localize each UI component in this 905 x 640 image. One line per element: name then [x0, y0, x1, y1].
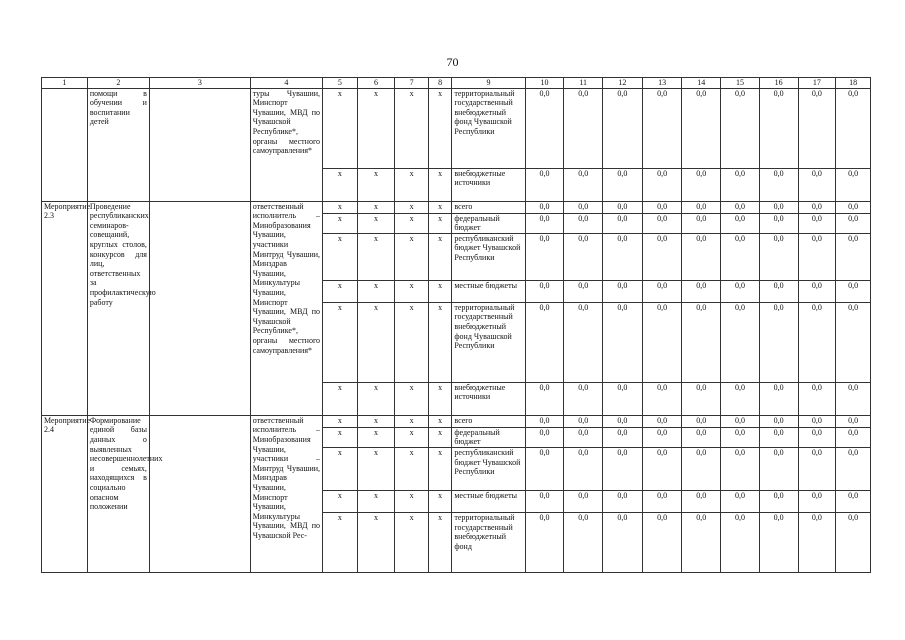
- amount-value: 0,0: [798, 280, 836, 302]
- executors: туры Чувашии, Минспорт Чувашии, МВД по Чувашской Республике*, органы местного самоуправления*: [250, 88, 322, 201]
- amount-value: 0,0: [759, 88, 798, 168]
- column-header-11: 11: [564, 78, 603, 89]
- amount-value: 0,0: [564, 88, 603, 168]
- amount-value: 0,0: [759, 213, 798, 233]
- code-mark: x: [428, 280, 451, 302]
- amount-value: 0,0: [525, 88, 564, 168]
- code-mark: x: [323, 233, 358, 280]
- amount-value: 0,0: [682, 427, 721, 447]
- code-mark: x: [395, 233, 429, 280]
- code-mark: x: [357, 427, 395, 447]
- amount-value: 0,0: [525, 447, 564, 490]
- amount-value: 0,0: [603, 382, 643, 415]
- amount-value: 0,0: [759, 280, 798, 302]
- program-cell: [149, 88, 250, 201]
- amount-value: 0,0: [642, 302, 682, 382]
- amount-value: 0,0: [836, 382, 871, 415]
- amount-value: 0,0: [642, 447, 682, 490]
- amount-value: 0,0: [836, 447, 871, 490]
- code-mark: x: [428, 233, 451, 280]
- amount-value: 0,0: [603, 427, 643, 447]
- amount-value: 0,0: [642, 213, 682, 233]
- program-cell: [149, 415, 250, 572]
- amount-value: 0,0: [525, 201, 564, 213]
- amount-value: 0,0: [798, 168, 836, 201]
- amount-value: 0,0: [682, 233, 721, 280]
- amount-value: 0,0: [642, 280, 682, 302]
- amount-value: 0,0: [564, 168, 603, 201]
- code-mark: x: [428, 382, 451, 415]
- event-number: [42, 88, 88, 201]
- code-mark: x: [428, 213, 451, 233]
- code-mark: x: [323, 512, 358, 572]
- code-mark: x: [357, 88, 395, 168]
- code-mark: x: [395, 490, 429, 512]
- column-header-16: 16: [759, 78, 798, 89]
- funding-source: территориальный государственный внебюджетный фонд: [452, 512, 525, 572]
- event-number: Мероприятие 2.4: [42, 415, 88, 572]
- amount-value: 0,0: [798, 415, 836, 427]
- code-mark: x: [357, 447, 395, 490]
- amount-value: 0,0: [564, 447, 603, 490]
- column-header-6: 6: [357, 78, 395, 89]
- code-mark: x: [357, 213, 395, 233]
- code-mark: x: [357, 512, 395, 572]
- code-mark: x: [428, 427, 451, 447]
- code-mark: x: [323, 280, 358, 302]
- amount-value: 0,0: [682, 213, 721, 233]
- amount-value: 0,0: [603, 280, 643, 302]
- code-mark: x: [428, 168, 451, 201]
- amount-value: 0,0: [836, 512, 871, 572]
- code-mark: x: [395, 512, 429, 572]
- amount-value: 0,0: [798, 302, 836, 382]
- funding-source: местные бюджеты: [452, 280, 525, 302]
- amount-value: 0,0: [836, 233, 871, 280]
- code-mark: x: [428, 490, 451, 512]
- code-mark: x: [395, 280, 429, 302]
- amount-value: 0,0: [603, 512, 643, 572]
- column-header-2: 2: [87, 78, 149, 89]
- amount-value: 0,0: [682, 447, 721, 490]
- code-mark: x: [428, 302, 451, 382]
- table-row: [42, 415, 871, 427]
- amount-value: 0,0: [682, 88, 721, 168]
- amount-value: 0,0: [564, 415, 603, 427]
- code-mark: x: [395, 201, 429, 213]
- column-header-10: 10: [525, 78, 564, 89]
- funding-source: территориальный государственный внебюджетный фонд Чувашской Республики: [452, 302, 525, 382]
- amount-value: 0,0: [682, 512, 721, 572]
- amount-value: 0,0: [564, 213, 603, 233]
- amount-value: 0,0: [603, 415, 643, 427]
- amount-value: 0,0: [525, 415, 564, 427]
- amount-value: 0,0: [642, 233, 682, 280]
- amount-value: 0,0: [564, 512, 603, 572]
- amount-value: 0,0: [525, 233, 564, 280]
- event-name: Формирование единой базы данных о выявленных несовершеннолетних и семьях, находящихся в социально опасном положении: [87, 415, 149, 572]
- amount-value: 0,0: [564, 490, 603, 512]
- column-header-5: 5: [323, 78, 358, 89]
- amount-value: 0,0: [682, 168, 721, 201]
- code-mark: x: [395, 213, 429, 233]
- amount-value: 0,0: [682, 490, 721, 512]
- amount-value: 0,0: [525, 382, 564, 415]
- amount-value: 0,0: [603, 302, 643, 382]
- column-header-17: 17: [798, 78, 836, 89]
- amount-value: 0,0: [721, 88, 760, 168]
- column-header-7: 7: [395, 78, 429, 89]
- amount-value: 0,0: [603, 201, 643, 213]
- code-mark: x: [395, 447, 429, 490]
- amount-value: 0,0: [759, 233, 798, 280]
- event-name: помощи в обучении и воспитании детей: [87, 88, 149, 201]
- amount-value: 0,0: [642, 490, 682, 512]
- amount-value: 0,0: [642, 201, 682, 213]
- executors: ответственный исполнитель – Минобразования Чувашии, участники Минтруд Чувашии, Минздрав Чувашии, Минкультуры Чувашии, Минспорт Чувашии, МВД по Чувашской Республике*, органы местного самоуправления*: [250, 201, 322, 415]
- funding-source: федеральный бюджет: [452, 213, 525, 233]
- amount-value: 0,0: [721, 490, 760, 512]
- amount-value: 0,0: [759, 302, 798, 382]
- amount-value: 0,0: [642, 88, 682, 168]
- event-name: Проведение республиканских семинаров-совещаний, круглых столов, конкурсов для лиц, ответственных за профилактическую работу: [87, 201, 149, 415]
- amount-value: 0,0: [721, 447, 760, 490]
- amount-value: 0,0: [603, 490, 643, 512]
- amount-value: 0,0: [836, 415, 871, 427]
- code-mark: x: [428, 88, 451, 168]
- page-number: 70: [446, 55, 459, 69]
- column-header-14: 14: [682, 78, 721, 89]
- amount-value: 0,0: [759, 447, 798, 490]
- amount-value: 0,0: [525, 168, 564, 201]
- funding-source: всего: [452, 415, 525, 427]
- amount-value: 0,0: [642, 512, 682, 572]
- amount-value: 0,0: [603, 168, 643, 201]
- amount-value: 0,0: [759, 382, 798, 415]
- amount-value: 0,0: [721, 280, 760, 302]
- funding-source: федеральный бюджет: [452, 427, 525, 447]
- amount-value: 0,0: [682, 302, 721, 382]
- code-mark: x: [428, 415, 451, 427]
- amount-value: 0,0: [798, 88, 836, 168]
- amount-value: 0,0: [836, 201, 871, 213]
- code-mark: x: [323, 168, 358, 201]
- amount-value: 0,0: [721, 415, 760, 427]
- amount-value: 0,0: [603, 88, 643, 168]
- amount-value: 0,0: [721, 213, 760, 233]
- code-mark: x: [357, 233, 395, 280]
- code-mark: x: [323, 415, 358, 427]
- funding-source: всего: [452, 201, 525, 213]
- budget-table: [41, 77, 871, 573]
- code-mark: x: [323, 490, 358, 512]
- code-mark: x: [395, 415, 429, 427]
- code-mark: x: [395, 382, 429, 415]
- amount-value: 0,0: [642, 168, 682, 201]
- amount-value: 0,0: [682, 201, 721, 213]
- funding-source: территориальный государственный внебюджетный фонд Чувашской Республики: [452, 88, 525, 168]
- code-mark: x: [395, 168, 429, 201]
- amount-value: 0,0: [798, 512, 836, 572]
- amount-value: 0,0: [642, 382, 682, 415]
- amount-value: 0,0: [721, 302, 760, 382]
- amount-value: 0,0: [759, 512, 798, 572]
- code-mark: x: [357, 168, 395, 201]
- amount-value: 0,0: [721, 382, 760, 415]
- code-mark: x: [395, 302, 429, 382]
- code-mark: x: [323, 88, 358, 168]
- program-cell: [149, 201, 250, 415]
- amount-value: 0,0: [603, 213, 643, 233]
- code-mark: x: [395, 427, 429, 447]
- code-mark: x: [323, 201, 358, 213]
- header-row: [42, 78, 871, 89]
- amount-value: 0,0: [721, 201, 760, 213]
- amount-value: 0,0: [682, 415, 721, 427]
- amount-value: 0,0: [798, 447, 836, 490]
- amount-value: 0,0: [759, 201, 798, 213]
- code-mark: x: [428, 447, 451, 490]
- amount-value: 0,0: [836, 213, 871, 233]
- amount-value: 0,0: [525, 280, 564, 302]
- amount-value: 0,0: [721, 233, 760, 280]
- column-header-18: 18: [836, 78, 871, 89]
- amount-value: 0,0: [721, 512, 760, 572]
- column-header-8: 8: [428, 78, 451, 89]
- amount-value: 0,0: [836, 427, 871, 447]
- code-mark: x: [395, 88, 429, 168]
- code-mark: x: [323, 382, 358, 415]
- amount-value: 0,0: [564, 233, 603, 280]
- amount-value: 0,0: [564, 382, 603, 415]
- amount-value: 0,0: [798, 490, 836, 512]
- amount-value: 0,0: [603, 233, 643, 280]
- amount-value: 0,0: [525, 427, 564, 447]
- funding-source: местные бюджеты: [452, 490, 525, 512]
- amount-value: 0,0: [798, 382, 836, 415]
- code-mark: x: [357, 490, 395, 512]
- code-mark: x: [323, 447, 358, 490]
- amount-value: 0,0: [836, 88, 871, 168]
- funding-source: республиканский бюджет Чувашской Республики: [452, 233, 525, 280]
- amount-value: 0,0: [642, 427, 682, 447]
- amount-value: 0,0: [564, 201, 603, 213]
- column-header-12: 12: [603, 78, 643, 89]
- code-mark: x: [357, 302, 395, 382]
- amount-value: 0,0: [836, 280, 871, 302]
- code-mark: x: [323, 302, 358, 382]
- amount-value: 0,0: [836, 302, 871, 382]
- amount-value: 0,0: [564, 302, 603, 382]
- column-header-15: 15: [721, 78, 760, 89]
- amount-value: 0,0: [759, 490, 798, 512]
- amount-value: 0,0: [525, 213, 564, 233]
- table-row: [42, 201, 871, 213]
- amount-value: 0,0: [525, 302, 564, 382]
- amount-value: 0,0: [798, 233, 836, 280]
- amount-value: 0,0: [759, 415, 798, 427]
- amount-value: 0,0: [682, 382, 721, 415]
- column-header-9: 9: [452, 78, 525, 89]
- amount-value: 0,0: [836, 168, 871, 201]
- amount-value: 0,0: [721, 427, 760, 447]
- amount-value: 0,0: [564, 280, 603, 302]
- amount-value: 0,0: [525, 512, 564, 572]
- event-number: Мероприятие 2.3: [42, 201, 88, 415]
- amount-value: 0,0: [603, 447, 643, 490]
- amount-value: 0,0: [759, 168, 798, 201]
- table-row: [42, 88, 871, 168]
- amount-value: 0,0: [836, 490, 871, 512]
- amount-value: 0,0: [798, 201, 836, 213]
- code-mark: x: [357, 415, 395, 427]
- code-mark: x: [357, 201, 395, 213]
- funding-source: республиканский бюджет Чувашской Республики: [452, 447, 525, 490]
- funding-source: внебюджетные источники: [452, 168, 525, 201]
- column-header-3: 3: [149, 78, 250, 89]
- executors: ответственный исполнитель – Минобразования Чувашии, участники – Минтруд Чувашии, Минздрав Чувашии, Минспорт Чувашии, Минкультуры Чувашии, МВД по Чувашской Рес-: [250, 415, 322, 572]
- code-mark: x: [428, 201, 451, 213]
- amount-value: 0,0: [564, 427, 603, 447]
- amount-value: 0,0: [642, 415, 682, 427]
- column-header-4: 4: [250, 78, 322, 89]
- amount-value: 0,0: [798, 213, 836, 233]
- code-mark: x: [323, 213, 358, 233]
- amount-value: 0,0: [682, 280, 721, 302]
- code-mark: x: [357, 280, 395, 302]
- column-header-1: 1: [42, 78, 88, 89]
- column-header-13: 13: [642, 78, 682, 89]
- code-mark: x: [428, 512, 451, 572]
- amount-value: 0,0: [759, 427, 798, 447]
- amount-value: 0,0: [798, 427, 836, 447]
- amount-value: 0,0: [721, 168, 760, 201]
- code-mark: x: [357, 382, 395, 415]
- amount-value: 0,0: [525, 490, 564, 512]
- funding-source: внебюджетные источники: [452, 382, 525, 415]
- code-mark: x: [323, 427, 358, 447]
